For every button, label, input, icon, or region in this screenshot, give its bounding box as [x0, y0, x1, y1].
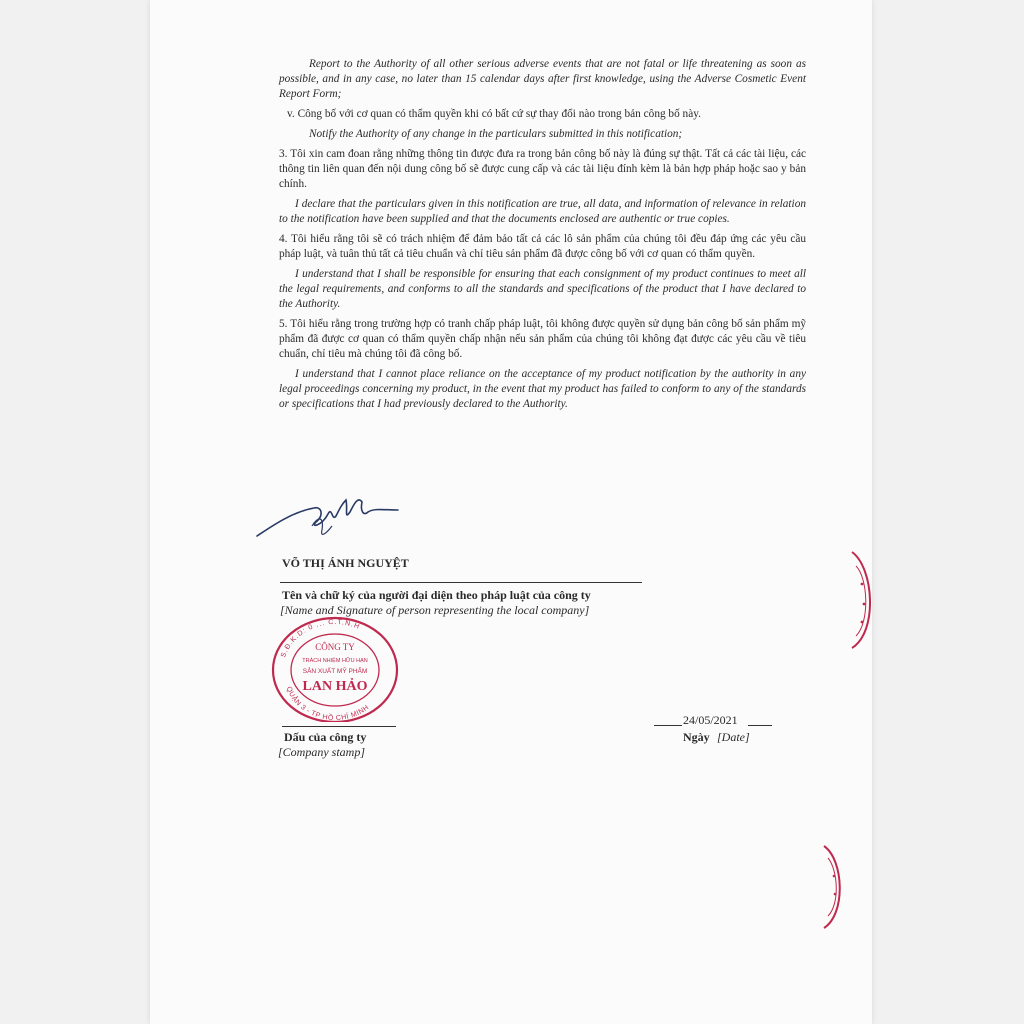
paragraph-adverse-events-en: Report to the Authority of all other serious adverse events that are not fatal or life threatening as soon as possible, and in any case, no later than 15 calendar days after first knowledge, using the Adverse Cosmetic Event Report Form; [279, 58, 806, 100]
stamp-line-2: TRÁCH NHIỆM HỮU HẠN [302, 658, 368, 664]
signatory-label-en: [Name and Signature of person representing the local company] [280, 603, 590, 617]
paragraph-notify-change-en: Notify the Authority of any change in the particulars submitted in this notification; [309, 128, 683, 140]
paragraph-notify-change-vi: v. Công bố với cơ quan có thẩm quyền khi có bất cứ sự thay đổi nào trong bản công bố này. [287, 108, 701, 120]
svg-text:S.Đ.K.D: 0 ... C.T.N.H [280, 619, 361, 659]
paragraph-reliance-en: I understand that I cannot place reliance on the acceptance of my product notification by the authority in any legal proceedings concerning my product, in the event that my product has failed to conform to any of the standards or specifications that I had previously declared to the Authority. [279, 368, 806, 410]
paragraph-responsibility-en: I understand that I shall be responsible for ensuring that each consignment of my product continues to meet all the legal requirements, and conforms to all the standards and specifications of the product that I have declared to the Authority. [279, 268, 806, 310]
paragraph-declaration-vi: 3. Tôi xin cam đoan rằng những thông tin được đưa ra trong bản công bố này là đúng sự thật. Tất cả các tài liệu, các thông tin liên quan đến nội dung công bố sẽ được cung cấp và các tài liệu đính kèm là bản hợp pháp hoặc sao y bản chính. [279, 148, 806, 190]
handwritten-signature [252, 486, 402, 546]
stamp-line-3: SẢN XUẤT MỸ PHẨM [302, 668, 368, 675]
date-label-en: [Date] [717, 730, 750, 744]
paragraph-responsibility-vi: 4. Tôi hiểu rằng tôi sẽ có trách nhiệm để đảm bảo tất cả các lô sản phẩm của chúng tôi đều đáp ứng các yêu cầu pháp luật, và tuân thủ tất cả tiêu chuẩn và chỉ tiêu sản phẩm đã được công bố với cơ quan có thẩm quyền. [279, 233, 806, 260]
stamp-label-en: [Company stamp] [278, 745, 366, 759]
stamp-ring-bottom: QUẬN 3 - TP HỒ CHÍ MINH [284, 685, 371, 722]
stamp-line-4: LAN HẢO [302, 679, 368, 694]
date-value: 24/05/2021 [683, 713, 738, 727]
signatory-name: VÕ THỊ ÁNH NGUYỆT [282, 556, 409, 570]
signatory-label-vi: Tên và chữ ký của người đại diện theo pháp luật của công ty [282, 588, 591, 602]
paragraph-reliance-vi: 5. Tôi hiểu rằng trong trường hợp có tranh chấp pháp luật, tôi không được quyền sử dụng bản công bố sản phẩm mỹ phẩm đã được cơ quan có thẩm quyền chấp nhận nếu sản phẩm của chúng tôi không đạt được các yêu cầu về tiêu chuẩn, chỉ tiêu mà chúng tôi đã công bố. [279, 318, 806, 360]
stamp-line-1: CÔNG TY [315, 642, 355, 652]
document-body [279, 57, 806, 417]
stamp-underline [282, 726, 396, 727]
edge-stamp-top [848, 548, 876, 652]
company-stamp [265, 612, 405, 722]
edge-stamp-bottom [820, 842, 848, 932]
signature-underline [280, 582, 642, 583]
stamp-label-vi: Dấu của công ty [284, 730, 367, 744]
date-label-vi: Ngày [683, 730, 710, 744]
stamp-ring-top: S.Đ.K.D: 0 ... C.T.N.H [280, 618, 361, 659]
date-underline-left [654, 725, 682, 726]
paragraph-declaration-en: I declare that the particulars given in this notification are true, all data, and information of relevance in relation to the notification have been supplied and that the documents enclosed are authentic or true copies. [279, 198, 806, 225]
date-underline-right [748, 725, 772, 726]
